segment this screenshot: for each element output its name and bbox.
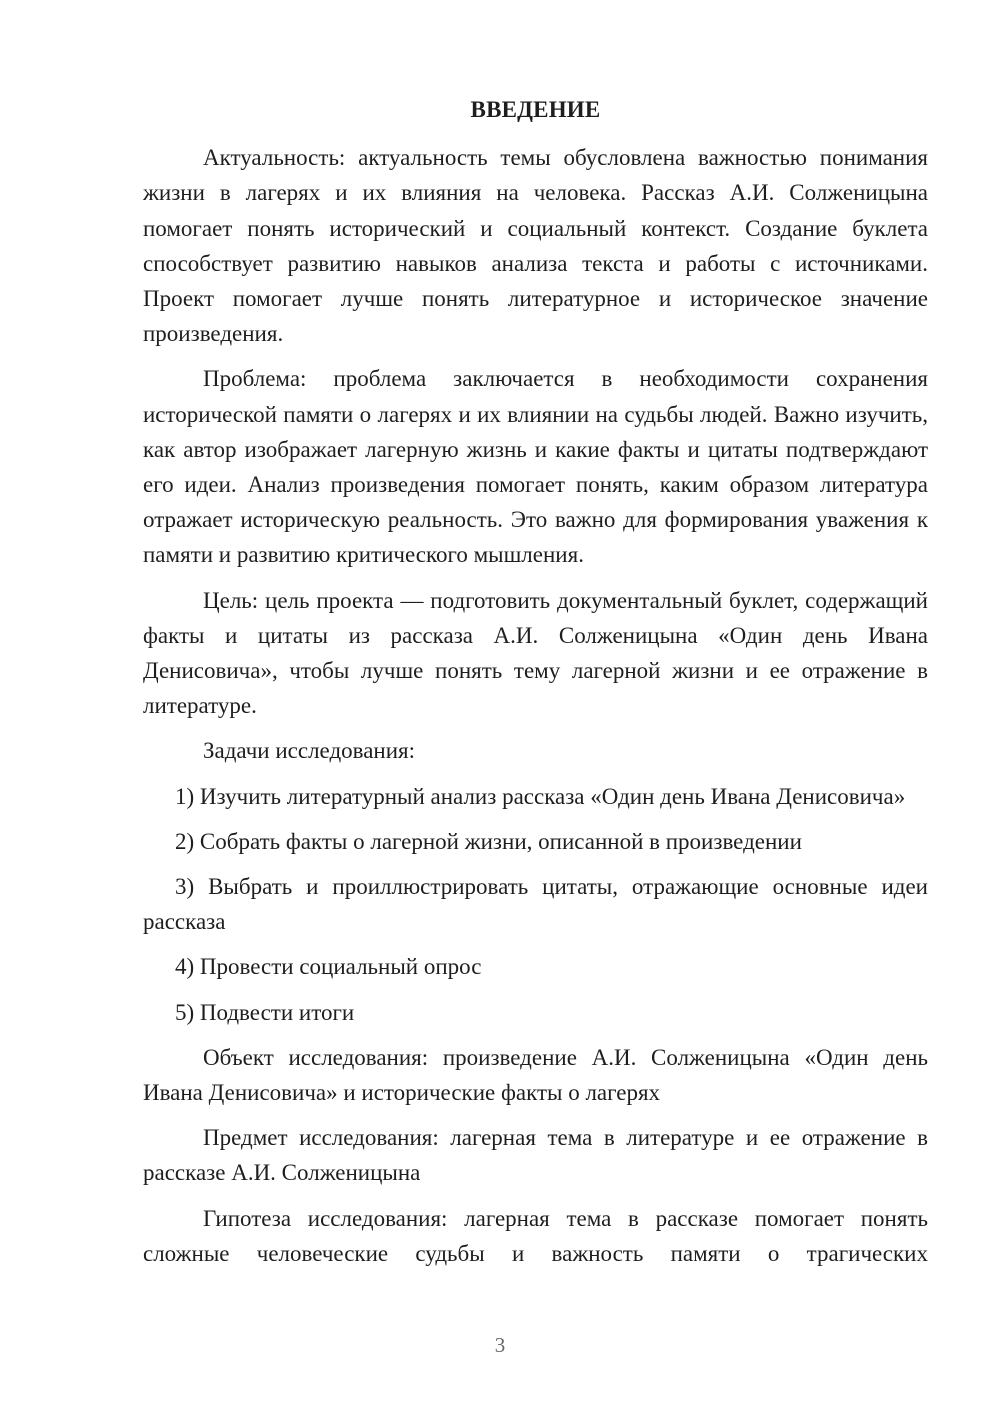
task-item-4: 4) Провести социальный опрос	[175, 954, 482, 980]
section-heading: ВВЕДЕНИЕ	[470, 97, 601, 122]
task-item-5: 5) Подвести итоги	[175, 999, 355, 1025]
tasks-intro: Задачи исследования:	[203, 738, 416, 764]
paragraph-hypothesis: Гипотеза исследования: лагерная тема в рассказе помогает понять сложные человеческие судьбы и важность памяти о трагических	[143, 1205, 928, 1266]
task-item-2: 2) Собрать факты о лагерной жизни, описанной в произведении	[175, 828, 802, 854]
paragraph-actuality: Актуальность: актуальность темы обусловлена важностью понимания жизни в лагерях и их влияния на человека. Рассказ А.И. Солженицына помогает понять исторический и социальный контекст. Создание буклета способствует развитию навыков анализа текста и работы с источниками. Проект помогает лучше понять литературное и историческое значение произведения.	[143, 145, 928, 347]
page-content	[143, 92, 928, 1271]
paragraph-problem: Проблема: проблема заключается в необходимости сохранения исторической памяти о лагерях и их влиянии на судьбы людей. Важно изучить, как автор изображает лагерную жизнь и какие факты и цитаты подтверждают его идеи. Анализ произведения помогает понять, каким образом литература отражает историческую реальность. Это важно для формирования уважения к памяти и развитию критического мышления.	[143, 366, 928, 568]
paragraph-object: Объект исследования: произведение А.И. Солженицына «Один день Ивана Денисовича» и исторические факты о лагерях	[143, 1044, 928, 1106]
paragraph-goal: Цель: цель проекта — подготовить документальный буклет, содержащий факты и цитаты из рассказа А.И. Солженицына «Один день Ивана Денисовича», чтобы лучше понять тему лагерной жизни и ее отражение в литературе.	[143, 587, 928, 719]
task-item-1: 1) Изучить литературный анализ рассказа «Один день Ивана Денисовича»	[175, 783, 906, 809]
paragraph-subject: Предмет исследования: лагерная тема в литературе и ее отражение в рассказе А.И. Солженицына	[143, 1125, 928, 1186]
task-item-3: 3) Выбрать и проиллюстрировать цитаты, отражающие основные идеи рассказа	[143, 874, 928, 935]
page-number: 3	[494, 1333, 506, 1357]
